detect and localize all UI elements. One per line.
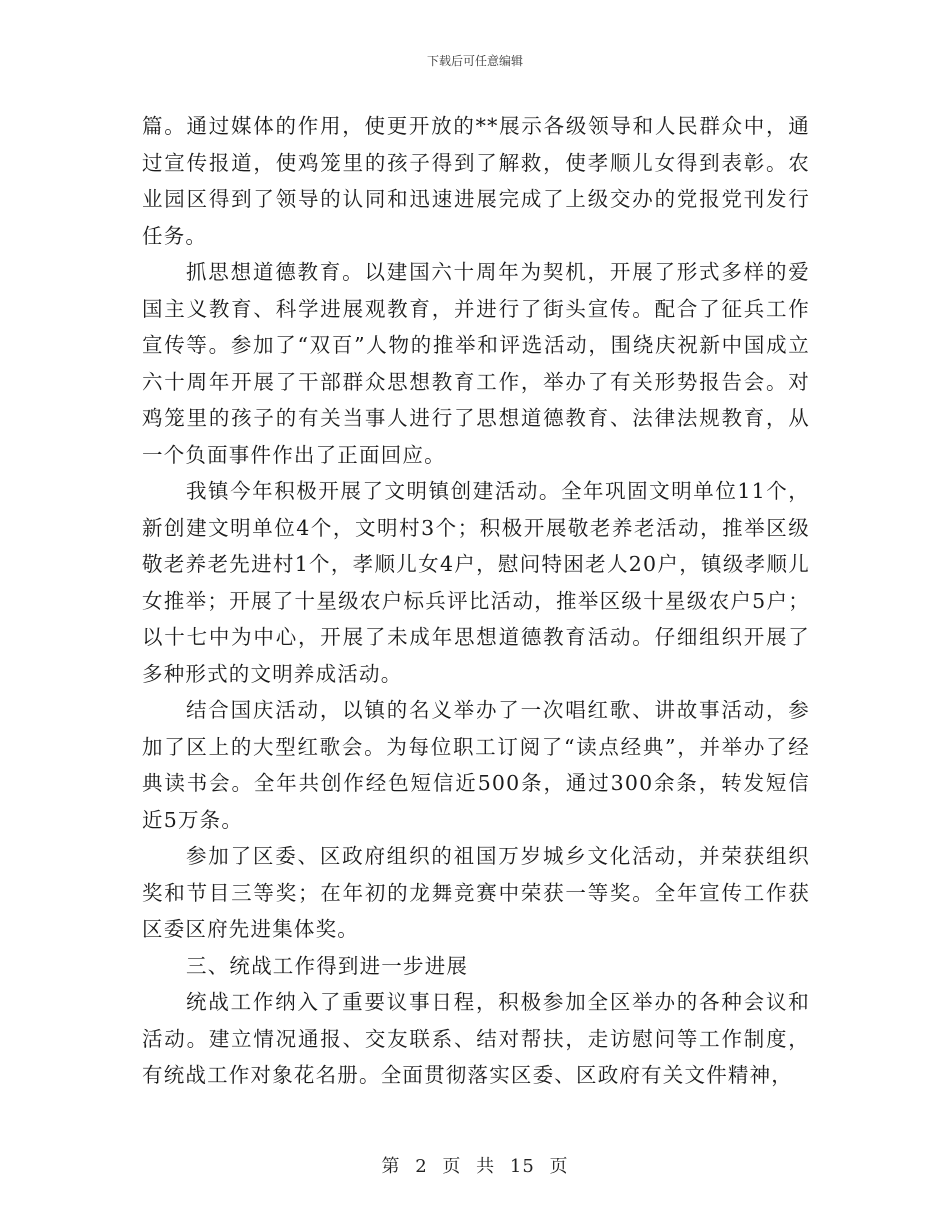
document-body bbox=[142, 108, 810, 1094]
paragraph: 我镇今年积极开展了文明镇创建活动。全年巩固文明单位11个，新创建文明单位4个，文明村3个；积极开展敬老养老活动，推举区级敬老养老先进村1个，孝顺儿女4户，慰问特困老人20户，镇级孝顺儿女推举；开展了十星级农户标兵评比活动，推举区级十星级农户5户；以十七中为中心，开展了未成年思想道德教育活动。仔细组织开展了多种形式的文明养成活动。 bbox=[142, 479, 810, 686]
paragraph: 篇。通过媒体的作用，使更开放的**展示各级领导和人民群众中，通过宣传报道，使鸡笼里的孩子得到了解救，使孝顺儿女得到表彰。农业园区得到了领导的认同和迅速进展完成了上级交办的党报党刊发行任务。 bbox=[142, 114, 810, 248]
footer-label-ye-2: 页 bbox=[549, 1156, 569, 1177]
paragraph: 统战工作纳入了重要议事日程，积极参加全区举办的各种会议和活动。建立情况通报、交友联系、结对帮扶，走访慰问等工作制度，有统战工作对象花名册。全面贯彻落实区委、区政府有关文件精神， bbox=[142, 990, 810, 1087]
paragraph: 结合国庆活动，以镇的名义举办了一次唱红歌、讲故事活动，参加了区上的大型红歌会。为每位职工订阅了“读点经典”，并举办了经典读书会。全年共创作经色短信近500条，通过300余条，转发短信近5万条。 bbox=[142, 698, 810, 832]
footer-total-pages: 15 bbox=[509, 1156, 535, 1177]
section-heading: 三、统战工作得到进一步进展 bbox=[186, 953, 469, 978]
footer-label-gong: 共 bbox=[476, 1156, 496, 1177]
paragraph: 参加了区委、区政府组织的祖国万岁城乡文化活动，并荣获组织奖和节目三等奖；在年初的龙舞竞赛中荣获一等奖。全年宣传工作获区委区府先进集体奖。 bbox=[142, 844, 810, 941]
footer-label-di: 第 bbox=[381, 1156, 401, 1177]
footer-page-number: 2 bbox=[415, 1156, 428, 1177]
page-header-note: 下载后可任意编辑 bbox=[426, 54, 523, 68]
page-footer bbox=[0, 1152, 950, 1178]
paragraph: 抓思想道德教育。以建国六十周年为契机，开展了形式多样的爱国主义教育、科学进展观教育，并进行了街头宣传。配合了征兵工作宣传等。参加了“双百”人物的推举和评选活动，围绕庆祝新中国成立六十周年开展了干部群众思想教育工作，举办了有关形势报告会。对鸡笼里的孩子的有关当事人进行了思想道德教育、法律法规教育，从一个负面事件作出了正面回应。 bbox=[142, 260, 810, 467]
footer-label-ye: 页 bbox=[442, 1156, 462, 1177]
